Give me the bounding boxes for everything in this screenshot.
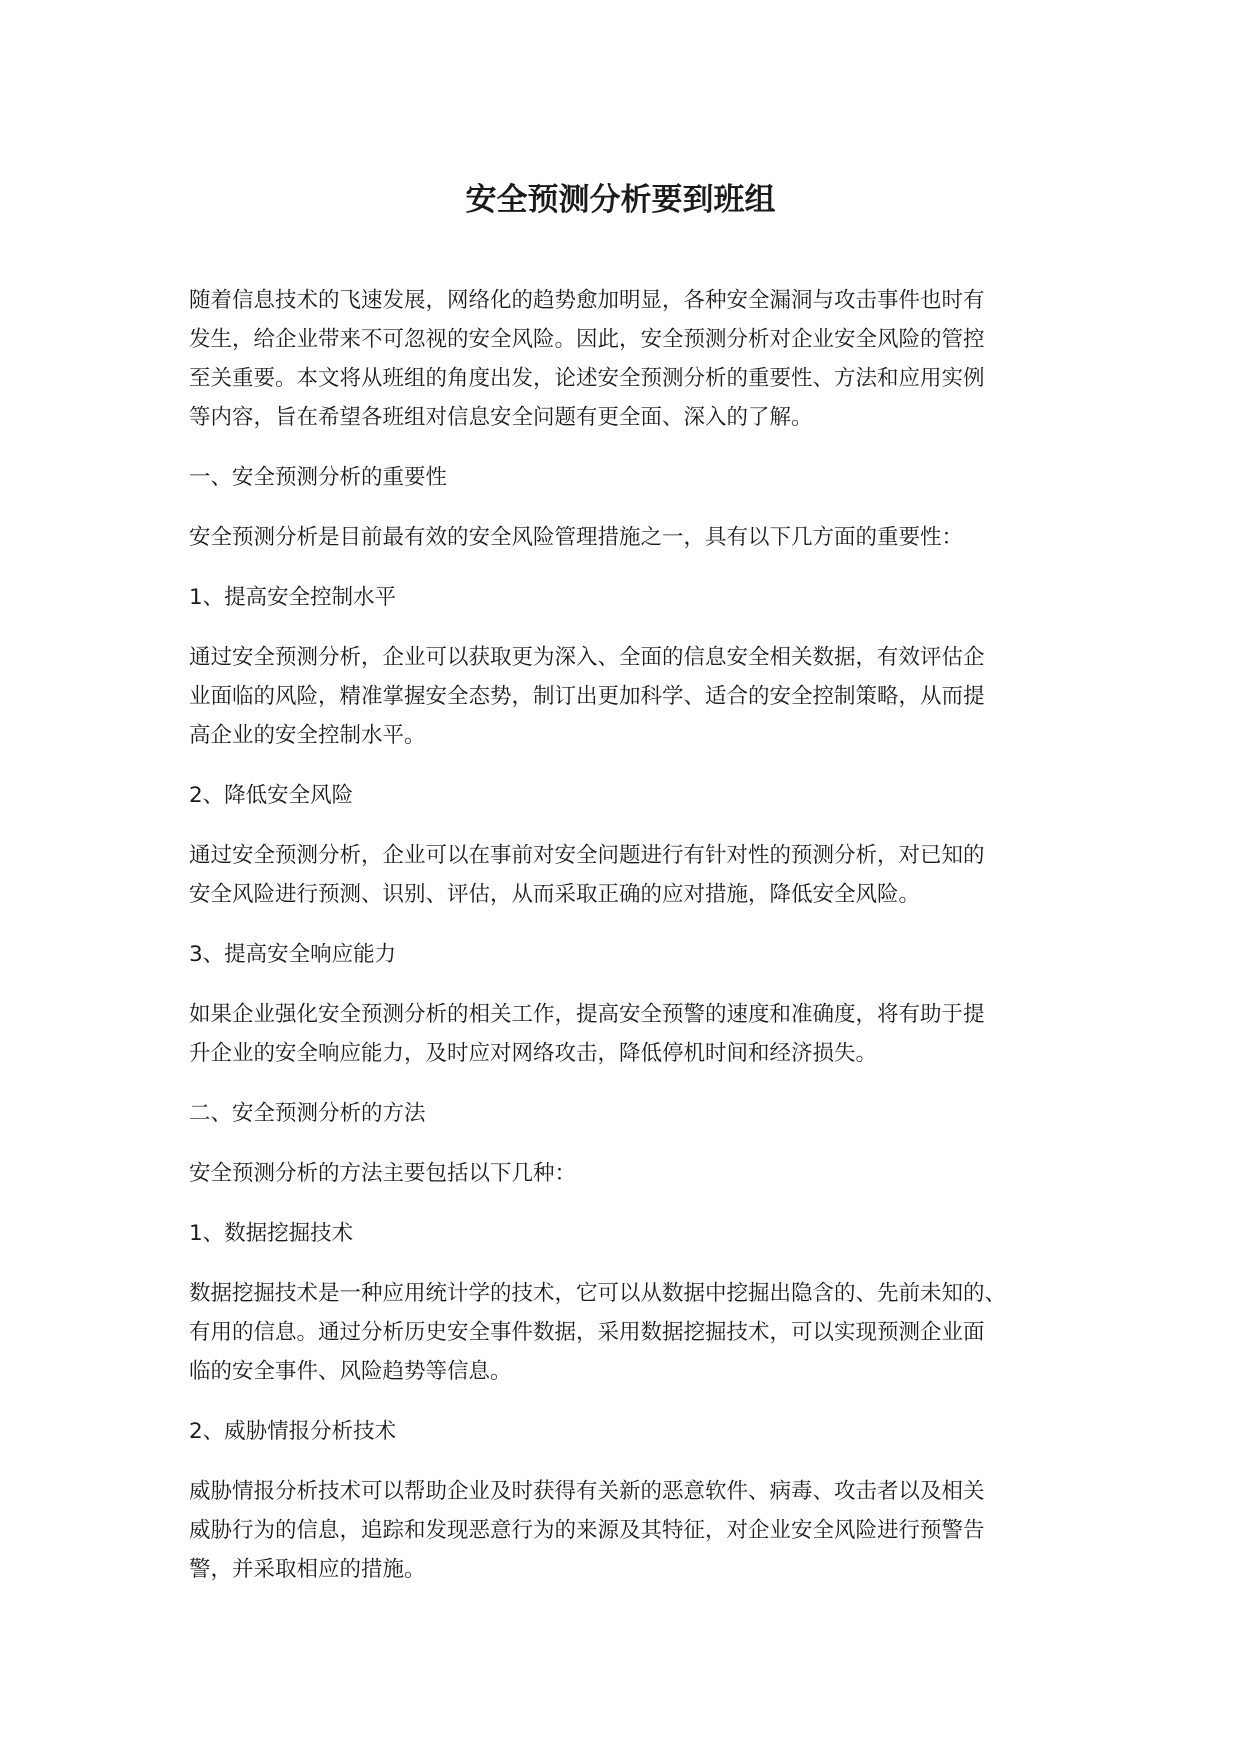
body-paragraph xyxy=(189,836,1069,914)
body-paragraph xyxy=(189,1154,1069,1193)
text-line: 二、安全预测分析的方法 xyxy=(189,1101,426,1126)
document-body xyxy=(189,281,1069,1610)
text-line: 至关重要。本文将从班组的角度出发，论述安全预测分析的重要性、方法和应用实例 xyxy=(189,366,985,391)
text-line: 警，并采取相应的措施。 xyxy=(189,1557,426,1582)
text-line: 安全风险进行预测、识别、评估，从而采取正确的应对措施，降低安全风险。 xyxy=(189,882,921,907)
section-heading xyxy=(189,1094,1069,1133)
text-line: 高企业的安全控制水平。 xyxy=(189,723,426,748)
text-line: 通过安全预测分析，企业可以在事前对安全问题进行有针对性的预测分析，对已知的 xyxy=(189,843,985,868)
text-line: 2、降低安全风险 xyxy=(189,783,354,808)
section-heading xyxy=(189,1214,1069,1253)
text-line: 一、安全预测分析的重要性 xyxy=(189,465,448,490)
text-line: 升企业的安全响应能力，及时应对网络攻击，降低停机时间和经济损失。 xyxy=(189,1041,878,1066)
section-heading xyxy=(189,776,1069,815)
text-line: 业面临的风险，精准掌握安全态势，制订出更加科学、适合的安全控制策略，从而提 xyxy=(189,684,985,709)
section-heading xyxy=(189,1412,1069,1451)
body-paragraph xyxy=(189,1472,1069,1589)
body-paragraph xyxy=(189,281,1069,437)
document-title: 安全预测分析要到班组 xyxy=(465,182,776,218)
text-line: 威胁行为的信息，追踪和发现恶意行为的来源及其特征，对企业安全风险进行预警告 xyxy=(189,1518,985,1543)
text-line: 如果企业强化安全预测分析的相关工作，提高安全预警的速度和准确度，将有助于提 xyxy=(189,1002,985,1027)
section-heading xyxy=(189,935,1069,974)
text-line: 通过安全预测分析，企业可以获取更为深入、全面的信息安全相关数据，有效评估企 xyxy=(189,645,985,670)
text-line: 临的安全事件、风险趋势等信息。 xyxy=(189,1359,512,1384)
text-line: 安全预测分析是目前最有效的安全风险管理措施之一，具有以下几方面的重要性： xyxy=(189,525,964,550)
section-heading xyxy=(189,458,1069,497)
section-heading xyxy=(189,578,1069,617)
text-line: 安全预测分析的方法主要包括以下几种： xyxy=(189,1161,577,1186)
text-line: 2、威胁情报分析技术 xyxy=(189,1419,397,1444)
body-paragraph xyxy=(189,518,1069,557)
text-line: 1、数据挖掘技术 xyxy=(189,1221,354,1246)
body-paragraph xyxy=(189,1274,1069,1391)
text-line: 数据挖掘技术是一种应用统计学的技术，它可以从数据中挖掘出隐含的、先前未知的、 xyxy=(189,1281,1007,1306)
body-paragraph xyxy=(189,995,1069,1073)
text-line: 3、提高安全响应能力 xyxy=(189,942,397,967)
text-line: 随着信息技术的飞速发展，网络化的趋势愈加明显，各种安全漏洞与攻击事件也时有 xyxy=(189,288,985,313)
body-paragraph xyxy=(189,638,1069,755)
text-line: 1、提高安全控制水平 xyxy=(189,585,397,610)
text-line: 发生，给企业带来不可忽视的安全风险。因此，安全预测分析对企业安全风险的管控 xyxy=(189,327,985,352)
text-line: 威胁情报分析技术可以帮助企业及时获得有关新的恶意软件、病毒、攻击者以及相关 xyxy=(189,1479,985,1504)
text-line: 等内容，旨在希望各班组对信息安全问题有更全面、深入的了解。 xyxy=(189,405,813,430)
text-line: 有用的信息。通过分析历史安全事件数据，采用数据挖掘技术，可以实现预测企业面 xyxy=(189,1320,985,1345)
